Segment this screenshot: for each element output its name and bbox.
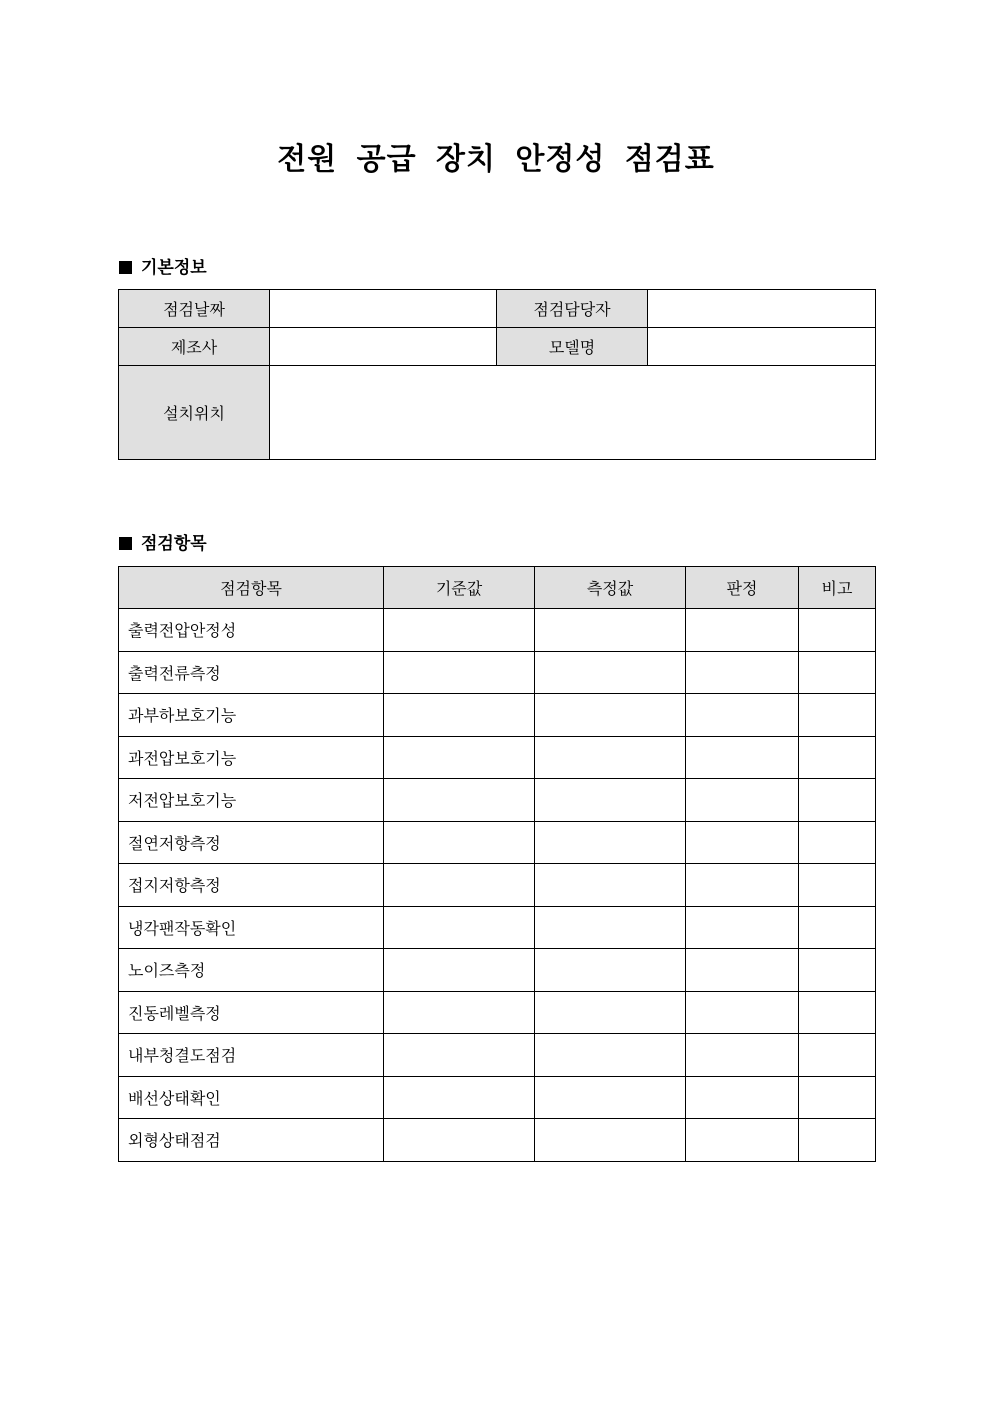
item-name: 출력전압안정성 [119, 609, 384, 652]
judgment-cell[interactable] [686, 906, 799, 949]
model-field[interactable] [648, 328, 876, 366]
judgment-cell[interactable] [686, 609, 799, 652]
location-field[interactable] [270, 366, 876, 460]
judgment-cell[interactable] [686, 1076, 799, 1119]
table-header-row [119, 567, 876, 609]
label-manufacturer: 제조사 [119, 328, 270, 366]
standard-value-cell[interactable] [384, 736, 535, 779]
document-title: 전원 공급 장치 안정성 점검표 [277, 142, 715, 177]
judgment-cell[interactable] [686, 1119, 799, 1162]
inspector-field[interactable] [648, 290, 876, 328]
judgment-cell[interactable] [686, 1034, 799, 1077]
standard-value-cell[interactable] [384, 609, 535, 652]
table-row [119, 609, 876, 652]
judgment-cell[interactable] [686, 694, 799, 737]
remarks-cell[interactable] [799, 651, 876, 694]
measured-value-cell[interactable] [535, 991, 686, 1034]
standard-value-cell[interactable] [384, 651, 535, 694]
item-name: 배선상태확인 [119, 1076, 384, 1119]
table-row [119, 1034, 876, 1077]
section-basic-info [119, 253, 207, 278]
column-header: 점검항목 [119, 567, 384, 609]
date-field[interactable] [270, 290, 497, 328]
judgment-cell[interactable] [686, 651, 799, 694]
basic-info-table [118, 289, 876, 460]
measured-value-cell[interactable] [535, 694, 686, 737]
table-row [119, 991, 876, 1034]
remarks-cell[interactable] [799, 1034, 876, 1077]
standard-value-cell[interactable] [384, 1119, 535, 1162]
table-row [119, 1119, 876, 1162]
checklist-table [118, 566, 876, 1162]
section-title: 기본정보 [141, 258, 207, 278]
judgment-cell[interactable] [686, 821, 799, 864]
remarks-cell[interactable] [799, 736, 876, 779]
item-name: 과전압보호기능 [119, 736, 384, 779]
item-name: 진동레벨측정 [119, 991, 384, 1034]
measured-value-cell[interactable] [535, 949, 686, 992]
remarks-cell[interactable] [799, 906, 876, 949]
remarks-cell[interactable] [799, 1076, 876, 1119]
standard-value-cell[interactable] [384, 1034, 535, 1077]
measured-value-cell[interactable] [535, 609, 686, 652]
remarks-cell[interactable] [799, 864, 876, 907]
judgment-cell[interactable] [686, 864, 799, 907]
judgment-cell[interactable] [686, 779, 799, 822]
label-inspector: 점검담당자 [497, 290, 648, 328]
remarks-cell[interactable] [799, 991, 876, 1034]
standard-value-cell[interactable] [384, 694, 535, 737]
standard-value-cell[interactable] [384, 991, 535, 1034]
item-name: 출력전류측정 [119, 651, 384, 694]
item-name: 내부청결도점검 [119, 1034, 384, 1077]
square-bullet-icon [119, 537, 132, 550]
remarks-cell[interactable] [799, 1119, 876, 1162]
standard-value-cell[interactable] [384, 906, 535, 949]
section-checklist [119, 529, 207, 554]
item-name: 접지저항측정 [119, 864, 384, 907]
table-row [119, 651, 876, 694]
item-name: 저전압보호기능 [119, 779, 384, 822]
measured-value-cell[interactable] [535, 906, 686, 949]
judgment-cell[interactable] [686, 949, 799, 992]
section-title: 점검항목 [141, 534, 207, 554]
table-row [119, 779, 876, 822]
table-row [119, 949, 876, 992]
remarks-cell[interactable] [799, 694, 876, 737]
column-header: 판정 [686, 567, 799, 609]
standard-value-cell[interactable] [384, 864, 535, 907]
table-row [119, 906, 876, 949]
measured-value-cell[interactable] [535, 821, 686, 864]
remarks-cell[interactable] [799, 949, 876, 992]
standard-value-cell[interactable] [384, 1076, 535, 1119]
measured-value-cell[interactable] [535, 1076, 686, 1119]
item-name: 냉각팬작동확인 [119, 906, 384, 949]
table-row [119, 736, 876, 779]
standard-value-cell[interactable] [384, 821, 535, 864]
judgment-cell[interactable] [686, 736, 799, 779]
item-name: 외형상태점검 [119, 1119, 384, 1162]
standard-value-cell[interactable] [384, 949, 535, 992]
table-row [119, 821, 876, 864]
item-name: 노이즈측정 [119, 949, 384, 992]
judgment-cell[interactable] [686, 991, 799, 1034]
table-row [119, 864, 876, 907]
column-header: 측정값 [535, 567, 686, 609]
measured-value-cell[interactable] [535, 864, 686, 907]
remarks-cell[interactable] [799, 779, 876, 822]
label-model: 모델명 [497, 328, 648, 366]
item-name: 절연저항측정 [119, 821, 384, 864]
standard-value-cell[interactable] [384, 779, 535, 822]
label-date: 점검날짜 [119, 290, 270, 328]
label-location: 설치위치 [119, 366, 270, 460]
manufacturer-field[interactable] [270, 328, 497, 366]
measured-value-cell[interactable] [535, 651, 686, 694]
measured-value-cell[interactable] [535, 1119, 686, 1162]
remarks-cell[interactable] [799, 821, 876, 864]
measured-value-cell[interactable] [535, 736, 686, 779]
column-header: 기준값 [384, 567, 535, 609]
square-bullet-icon [119, 261, 132, 274]
table-row [119, 1076, 876, 1119]
measured-value-cell[interactable] [535, 1034, 686, 1077]
measured-value-cell[interactable] [535, 779, 686, 822]
item-name: 과부하보호기능 [119, 694, 384, 737]
remarks-cell[interactable] [799, 609, 876, 652]
table-row [119, 694, 876, 737]
column-header: 비고 [799, 567, 876, 609]
